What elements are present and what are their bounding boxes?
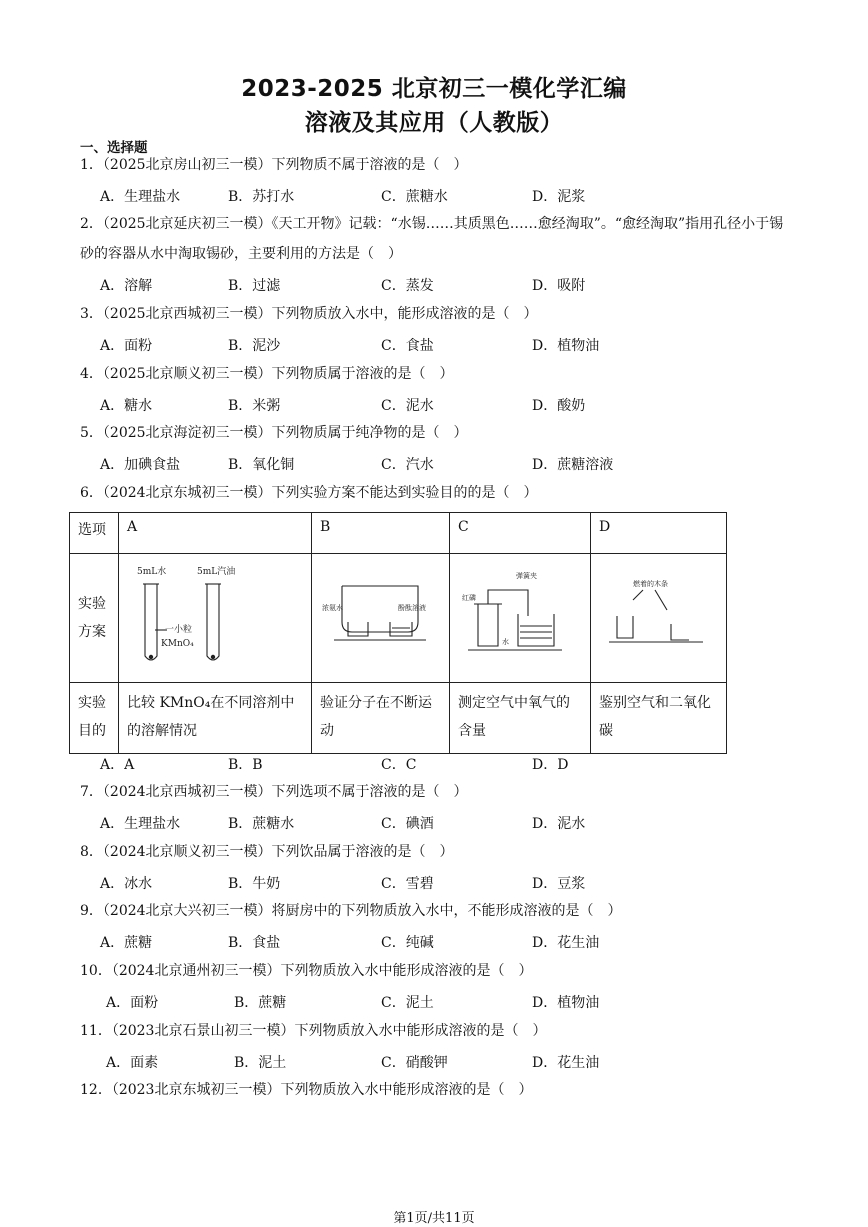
beaker-right bbox=[390, 622, 412, 636]
question-12-stem: 12．（2023北京东城初三一模）下列物质放入水中能形成溶液的是（ ） bbox=[80, 1082, 533, 1098]
section-heading: 一、选择题 bbox=[80, 140, 148, 156]
question-4-options bbox=[100, 395, 780, 413]
question-8-options bbox=[100, 873, 780, 891]
question-4-stem: 4．（2025北京顺义初三一模）下列物质属于溶液的是（ ） bbox=[80, 366, 454, 382]
question-10-options bbox=[106, 992, 786, 1010]
table-header-row bbox=[70, 513, 727, 554]
option-c: C．泥水 bbox=[381, 398, 434, 414]
table-aim-row bbox=[70, 683, 727, 754]
option-d: D．豆浆 bbox=[532, 876, 586, 892]
question-11-stem: 11．（2023北京石景山初三一模）下列物质放入水中能形成溶液的是（ ） bbox=[80, 1023, 547, 1039]
option-a: A．溶解 bbox=[100, 278, 153, 294]
option-b: B．苏打水 bbox=[228, 189, 295, 205]
flask bbox=[478, 604, 498, 646]
option-a: A．面粉 bbox=[106, 995, 159, 1011]
option-b: B．氧化铜 bbox=[228, 457, 295, 473]
option-a: A．A bbox=[100, 757, 135, 773]
figure-c-cell bbox=[450, 554, 591, 683]
question-1-stem: 1．（2025北京房山初三一模）下列物质不属于溶液的是（ ） bbox=[80, 157, 468, 173]
option-b: B．泥土 bbox=[234, 1055, 287, 1071]
option-c: C．雪碧 bbox=[381, 876, 434, 892]
option-d: D．泥浆 bbox=[532, 189, 586, 205]
option-b: B．食盐 bbox=[228, 935, 281, 951]
option-d: D．花生油 bbox=[532, 935, 600, 951]
question-8-stem: 8．（2024北京顺义初三一模）下列饮品属于溶液的是（ ） bbox=[80, 844, 454, 860]
test-tube-right bbox=[207, 584, 219, 660]
question-1-options bbox=[100, 186, 780, 204]
option-a: A．加碘食盐 bbox=[100, 457, 181, 473]
figure-label: 5mL汽油 bbox=[197, 567, 236, 577]
option-d: D．泥水 bbox=[532, 816, 586, 832]
figure-a-cell bbox=[119, 554, 312, 683]
figure-label: 水 bbox=[502, 638, 509, 646]
figure-label: 一小粒 bbox=[165, 625, 193, 635]
question-5-stem: 5．（2025北京海淀初三一模）下列物质属于纯净物的是（ ） bbox=[80, 425, 468, 441]
page-footer: 第1页/共11页 bbox=[393, 1211, 475, 1226]
option-b: B．过滤 bbox=[228, 278, 281, 294]
aim-cell: 测定空气中氧气的含量 bbox=[450, 683, 591, 754]
header-cell: D bbox=[591, 513, 727, 554]
question-2-options bbox=[100, 275, 780, 293]
option-d: D．酸奶 bbox=[532, 398, 586, 414]
option-c: C．纯碱 bbox=[381, 935, 434, 951]
option-b: B．B bbox=[228, 757, 263, 773]
option-a: A．糖水 bbox=[100, 398, 153, 414]
figure-label: 酚酞溶液 bbox=[398, 604, 426, 612]
figure-label: 5mL水 bbox=[137, 567, 167, 577]
option-c: C．泥土 bbox=[381, 995, 434, 1011]
test-tube-left bbox=[145, 584, 157, 660]
table-plan-row bbox=[70, 554, 727, 683]
water-beaker bbox=[518, 614, 554, 646]
figure-label: 红磷 bbox=[462, 594, 476, 602]
option-a: A．面粉 bbox=[100, 338, 153, 354]
figure-label: 浓氨水 bbox=[322, 604, 343, 612]
option-d: D．D bbox=[532, 757, 569, 773]
option-c: C．食盐 bbox=[381, 338, 434, 354]
option-a: A．冰水 bbox=[100, 876, 153, 892]
option-d: D．蔗糖溶液 bbox=[532, 457, 614, 473]
option-b: B．牛奶 bbox=[228, 876, 281, 892]
header-cell: C bbox=[450, 513, 591, 554]
connecting-tube bbox=[488, 590, 528, 616]
aim-cell: 验证分子在不断运动 bbox=[312, 683, 450, 754]
option-a: A．蔗糖 bbox=[100, 935, 153, 951]
option-a: A．生理盐水 bbox=[100, 189, 181, 205]
option-c: C．C bbox=[381, 757, 417, 773]
gas-jar-right bbox=[671, 624, 689, 640]
option-b: B．米粥 bbox=[228, 398, 281, 414]
experiment-table bbox=[69, 512, 727, 754]
figure-b-beakers bbox=[320, 560, 441, 672]
question-3-stem: 3．（2025北京西城初三一模）下列物质放入水中，能形成溶液的是（ ） bbox=[80, 306, 538, 322]
row-label: 实验目的 bbox=[70, 683, 119, 754]
option-c: C．蒸发 bbox=[381, 278, 434, 294]
option-d: D．植物油 bbox=[532, 338, 600, 354]
question-11-options bbox=[106, 1052, 786, 1070]
option-d: D．植物油 bbox=[532, 995, 600, 1011]
option-c: C．汽水 bbox=[381, 457, 434, 473]
option-d: D．吸附 bbox=[532, 278, 586, 294]
figure-label: KMnO₄ bbox=[161, 639, 194, 649]
option-a: A．生理盐水 bbox=[100, 816, 181, 832]
aim-cell: 比较 KMnO₄在不同溶剂中的溶解情况 bbox=[119, 683, 312, 754]
question-7-options bbox=[100, 813, 780, 831]
question-5-options bbox=[100, 454, 780, 472]
figure-c-oxygen-apparatus bbox=[458, 560, 582, 672]
row-label: 实验方案 bbox=[70, 554, 119, 683]
page-subtitle: 溶液及其应用（人教版） bbox=[304, 110, 564, 136]
header-cell: 选项 bbox=[70, 513, 119, 554]
header-cell: A bbox=[119, 513, 312, 554]
figure-d-cell bbox=[591, 554, 727, 683]
page-title: 2023-2025 北京初三一模化学汇编 bbox=[241, 76, 627, 102]
option-c: C．蔗糖水 bbox=[381, 189, 448, 205]
option-a: A．面素 bbox=[106, 1055, 159, 1071]
option-b: B．蔗糖 bbox=[234, 995, 287, 1011]
question-7-stem: 7．（2024北京西城初三一模）下列选项不属于溶液的是（ ） bbox=[80, 784, 468, 800]
question-9-options bbox=[100, 932, 780, 950]
figure-label: 弹簧夹 bbox=[516, 572, 537, 580]
figure-label: 燃着的木条 bbox=[633, 580, 668, 588]
aim-cell: 鉴别空气和二氧化碳 bbox=[591, 683, 727, 754]
option-c: C．硝酸钾 bbox=[381, 1055, 448, 1071]
option-b: B．泥沙 bbox=[228, 338, 281, 354]
beaker-left bbox=[348, 622, 368, 636]
question-3-options bbox=[100, 335, 780, 353]
figure-d-gas-test bbox=[599, 560, 718, 672]
option-b: B．蔗糖水 bbox=[228, 816, 295, 832]
option-d: D．花生油 bbox=[532, 1055, 600, 1071]
question-10-stem: 10．（2024北京通州初三一模）下列物质放入水中能形成溶液的是（ ） bbox=[80, 963, 533, 979]
question-6-options bbox=[100, 754, 780, 772]
figure-a-test-tubes bbox=[127, 560, 303, 672]
header-cell: B bbox=[312, 513, 450, 554]
question-9-stem: 9．（2024北京大兴初三一模）将厨房中的下列物质放入水中，不能形成溶液的是（ ） bbox=[80, 903, 622, 919]
gas-jar-left bbox=[617, 616, 633, 638]
question-2-stem: 2．（2025北京延庆初三一模）《天工开物》记载：“水锡……其质黑色……愈经淘取”。“愈经淘取”指用孔径小于锡砂的容器从水中淘取锡砂，主要利用的方法是（ ） bbox=[80, 216, 784, 262]
option-c: C．碘酒 bbox=[381, 816, 434, 832]
figure-b-cell bbox=[312, 554, 450, 683]
question-6-stem: 6．（2024北京东城初三一模）下列实验方案不能达到实验目的的是（ ） bbox=[80, 485, 538, 501]
